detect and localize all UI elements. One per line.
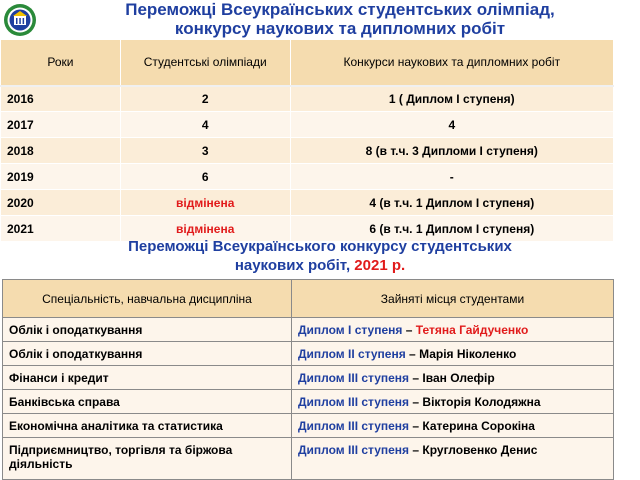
table-row [1,112,614,138]
cell-olympiad: відмінена [120,216,290,242]
table-row [1,164,614,190]
table-header-row [3,280,614,318]
cell-place: Диплом ІІІ ступеня – Катерина Сорокіна [292,414,614,438]
cell-place: Диплом ІІІ ступеня – Вікторія Колодяжна [292,390,614,414]
table-row [3,414,614,438]
cell-specialty: Фінанси і кредит [3,366,292,390]
section-title-line-1: Переможці Всеукраїнського конкурсу студентських [128,238,512,255]
cell-specialty: Підприємництво, торгівля та біржова діяльність [3,438,292,480]
cell-place: Диплом ІІІ ступеня – Іван Олефір [292,366,614,390]
winners-table [2,279,614,480]
cell-year: 2019 [1,164,121,190]
table-header-row [1,40,614,86]
header-contests: Конкурси наукових та дипломних робіт [290,40,613,86]
competitions-table [0,39,614,242]
table-row [3,318,614,342]
cell-specialty: Облік і оподаткування [3,342,292,366]
section-title-line-2 [0,256,640,275]
cell-contest: 4 (в т.ч. 1 Диплом І ступеня) [290,190,613,216]
cell-contest: 4 [290,112,613,138]
cell-place: Диплом ІІ ступеня – Марія Ніколенко [292,342,614,366]
cell-olympiad: відмінена [120,190,290,216]
university-emblem-icon [3,3,37,37]
cell-year: 2017 [1,112,121,138]
table-row [3,438,614,480]
header-places: Зайняті місця студентами [292,280,614,318]
section-title [0,237,640,275]
table-row [3,390,614,414]
cell-olympiad: 4 [120,112,290,138]
table-row [1,86,614,112]
title-line-2: конкурсу наукових та дипломних робіт [174,19,506,38]
cell-specialty: Облік і оподаткування [3,318,292,342]
cell-specialty: Банківська справа [3,390,292,414]
cell-place: Диплом ІІІ ступеня – Кругловенко Денис [292,438,614,480]
header-years: Роки [1,40,121,86]
cell-olympiad: 2 [120,86,290,112]
table-row [3,342,614,366]
cell-contest: 8 (в т.ч. 3 Дипломи І ступеня) [290,138,613,164]
cell-olympiad: 3 [120,138,290,164]
section-title-text: наукових робіт, [234,257,355,274]
cell-specialty: Економічна аналітика та статистика [3,414,292,438]
cell-place: Диплом І ступеня – Тетяна Гайдученко [292,318,614,342]
cell-year: 2021 [1,216,121,242]
table-row [1,190,614,216]
cell-contest: - [290,164,613,190]
section-title-year: 2021 р. [354,257,406,274]
page-title [40,0,640,38]
cell-contest: 1 ( Диплом І ступеня) [290,86,613,112]
cell-contest: 6 (в т.ч. 1 Диплом І ступеня) [290,216,613,242]
cell-year: 2020 [1,190,121,216]
title-line-1: Переможці Всеукраїнських студентських олімпіад, [125,0,555,19]
table-row [3,366,614,390]
table-row [1,138,614,164]
cell-olympiad: 6 [120,164,290,190]
cell-year: 2018 [1,138,121,164]
header-specialty: Спеціальність, навчальна дисципліна [3,280,292,318]
header-olympiads: Студентські олімпіади [120,40,290,86]
cell-year: 2016 [1,86,121,112]
